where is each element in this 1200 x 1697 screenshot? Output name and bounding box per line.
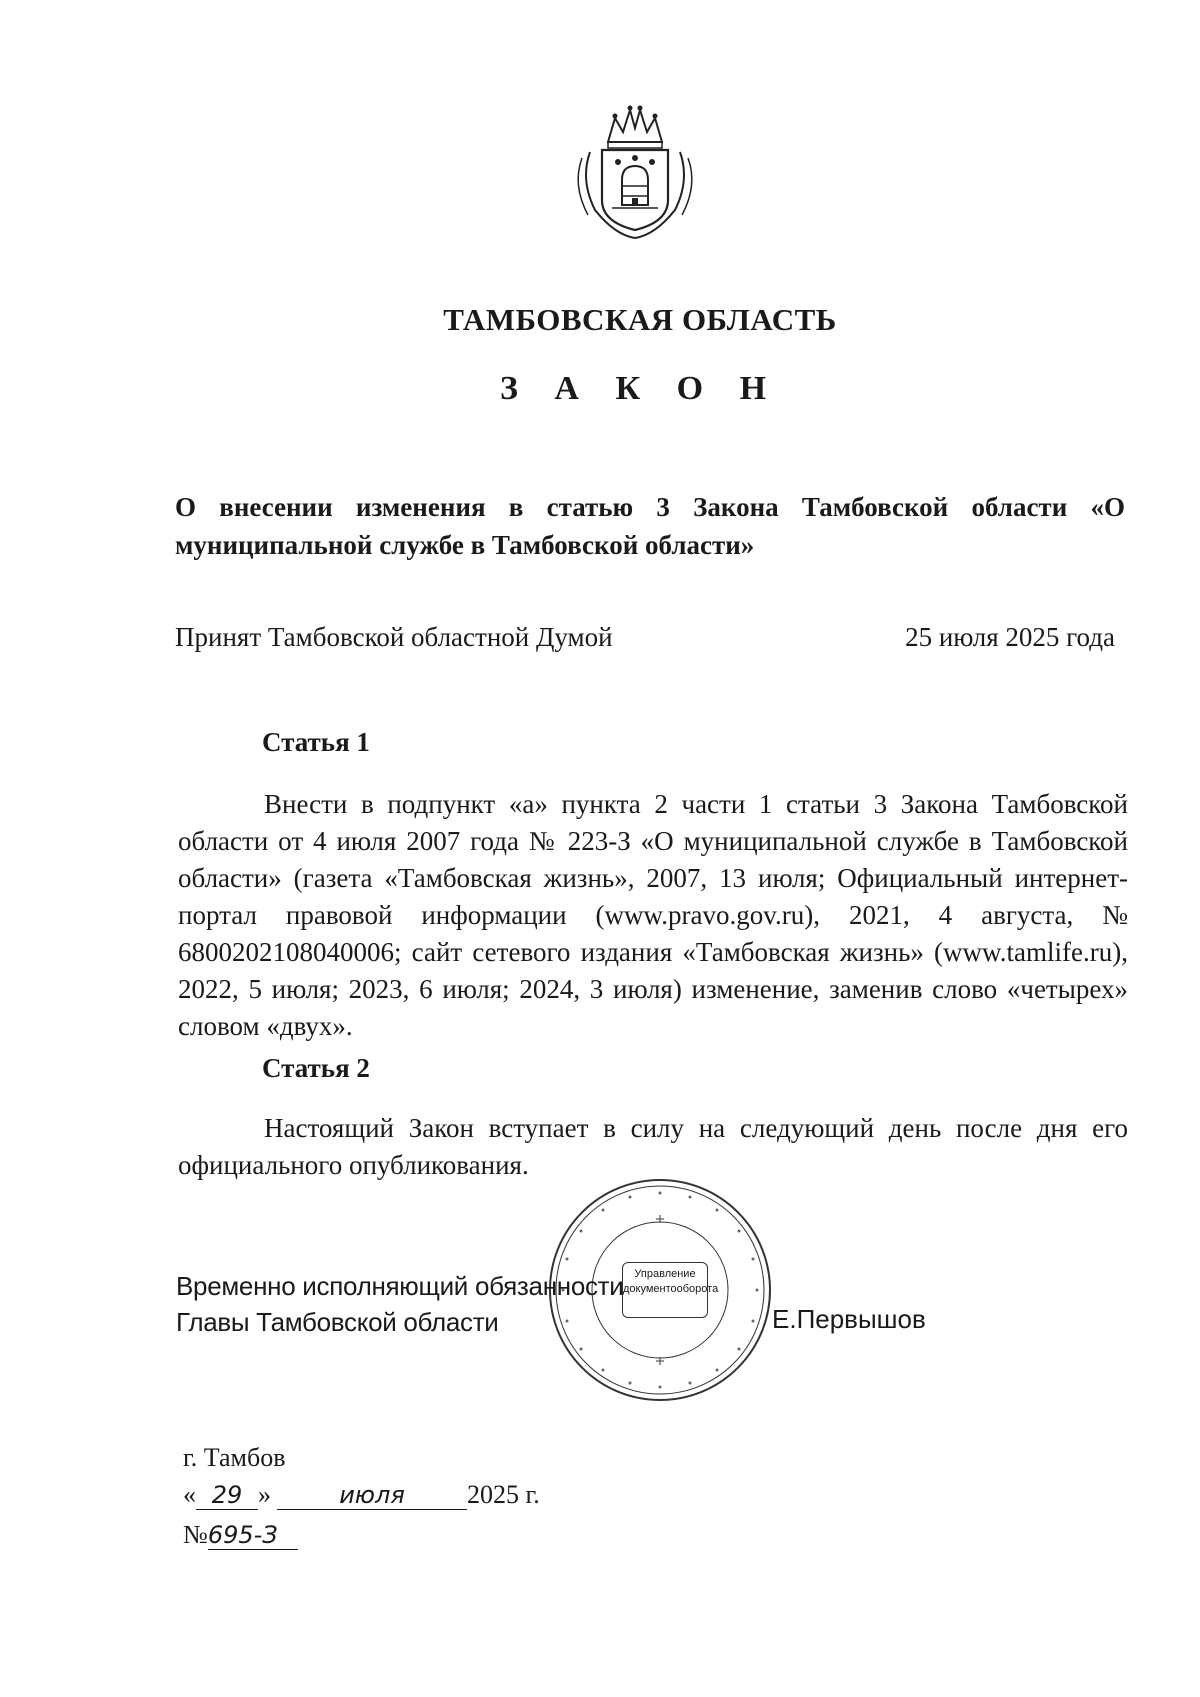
region-title: ТАМБОВСКАЯ ОБЛАСТЬ [443,302,837,337]
law-subject: О внесении изменения в статью 3 Закона Тамбовской области «О муниципальной службе в Тамбовской области» [175,492,1125,560]
article-1-text: Внести в подпункт «а» пункта 2 части 1 статьи 3 Закона Тамбовской области от 4 июля 2007 года № 223-З «О муниципальной службе в Тамбовской области» (газета «Тамбовская жизнь», 2007, 13 июля; Официальный интернет-портал правовой информации (www.pravo.gov.ru), 2021, 4 августа, № 6800202108040006; сайт сетевого издания «Тамбовская жизнь» (www.tamlife.ru), 2022, 5 июля; 2023, 6 июля; 2024, 3 июля) изменение, заменив слово «четырех» словом «двух». [178,789,1128,1041]
date-quote-open: « [183,1480,196,1509]
number-sign: № [183,1520,208,1549]
signing-date-line [183,1480,540,1510]
place-of-signing: г. Тамбов [183,1443,286,1472]
adopted-by: Принят Тамбовской областной Думой [175,622,613,652]
article-2-text: Настоящий Закон вступает в силу на следующий день после дня его официального опубликования. [178,1113,1128,1180]
handwritten-day: 29 [196,1481,258,1510]
signatory-title [176,1268,624,1340]
signatory-line-1: Временно исполняющий обязанности [176,1271,624,1301]
signing-year: 2025 г. [467,1480,540,1509]
handwritten-month: июля [277,1481,467,1510]
seal-center-line-1: Управление [634,1268,696,1280]
adoption-line [175,622,1115,653]
seal-center-box [622,1262,719,1318]
law-number-line [183,1520,298,1550]
signatory-name: Е.Первышов [772,1304,926,1334]
article-1-heading: Статья 1 [262,727,370,757]
handwritten-law-number: 695-З [208,1521,298,1550]
seal-center-line-2: документооборота [623,1283,719,1295]
tambov-coat-of-arms-icon [560,100,710,240]
adoption-date: 25 июля 2025 года [905,622,1115,652]
document-type-title: З А К О Н [499,370,781,407]
signatory-line-2: Главы Тамбовской области [176,1307,499,1337]
article-2-heading: Статья 2 [262,1053,370,1083]
date-quote-close: » [258,1480,271,1509]
